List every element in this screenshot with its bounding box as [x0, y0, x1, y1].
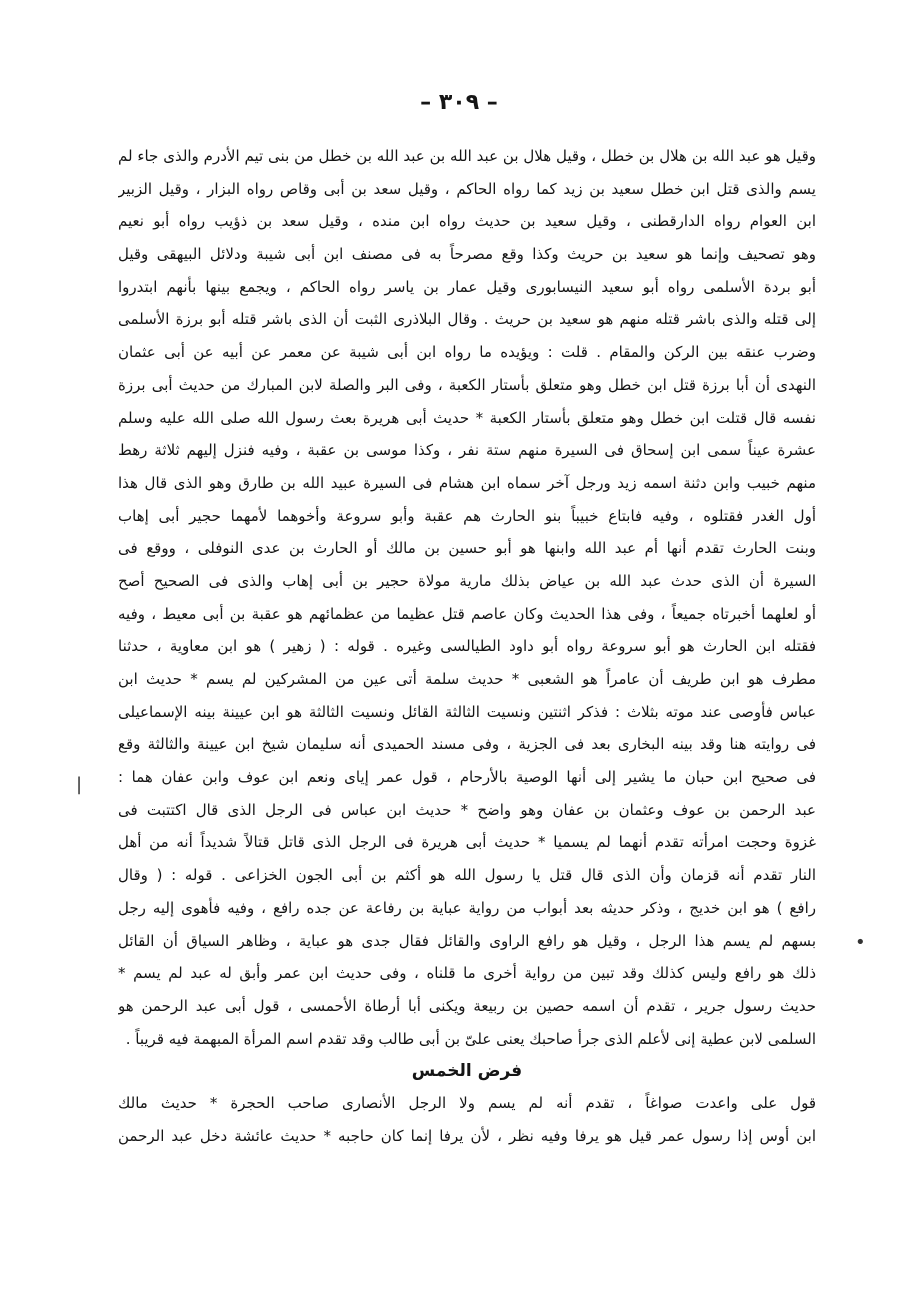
section-heading: فرض الخمس: [411, 1061, 523, 1082]
text-line: يسم والذى قتل ابن خطل سعيد بن زيد كما رواه الحاكم ، وقيل سعد بن أبى وقاص رواه البزار ، وقيل الزبير: [118, 179, 816, 198]
text-line: وقيل هو عبد الله بن هلال بن خطل ، وقيل هلال بن عبد الله بن عبد الله بن خطل من بنى تيم الأدرم والذى جاء لم: [118, 147, 816, 165]
text-line: رافع ) هو ابن خديج ، وذكر حديثه بعد أبواب من رواية عباية بن رفاعة عن جده رافع ، وفيه فأهوى إليه رجل: [118, 898, 816, 917]
margin-bar-mark: |: [76, 774, 83, 795]
body-text: [118, 140, 816, 1153]
text-line: مطرف هو ابن طريف أن عامراً هو الشعبى * حديث سلمة أتى عين من المشركين لم يسم * حديث ابن: [118, 670, 816, 688]
text-line: أبو بردة الأسلمى رواه أبو سعيد النيسابورى وقيل عمار بن ياسر رواه الحاكم ، ويجمع بينها بأنهم ابتدروا: [118, 277, 816, 296]
text-line: ابن العوام رواه الدارقطنى ، وقيل سعيد بن حديث رواه ابن منده ، وقيل سعد بن ذؤيب رواه أبو نعيم: [118, 212, 816, 231]
text-line: النهدى أن أبا برزة قتل ابن خطل وهو متعلق بأستار الكعبة ، وفى البر والصلة لابن المبارك من حديث أبى برزة: [118, 375, 816, 394]
text-line: عبد الرحمن بن عوف وعثمان بن عفان وهو واضح * حديث ابن عباس فى الرجل الذى قال اكتتبت فى: [118, 800, 816, 819]
text-line: إلى قتله والذى باشر قتله منهم هو سعيد بن حريث . وقال البلاذرى الثبت أن الذى باشر قتله أبو برزة الأسلمى: [118, 310, 816, 329]
text-line: أول الغدر فقتلوه ، وفيه فابتاع خبيباً بنو الحارث هم عقبة وأبو سروعة وأخوهما لأمهما حجير أبى إهاب: [118, 506, 816, 525]
text-line: عباس فأوصى عند موته بثلاث : فذكر اثنتين ونسيت الثالثة القائل ونسيت الثالثة هو ابن عيينة بينه الإسماعيلى: [118, 702, 816, 721]
text-line: حديث رسول جرير ، تقدم أن اسمه حصين بن ربيعة ويكنى أبا أرطاة الأحمسى ، قول أبى عبد الرحمن هو: [118, 996, 816, 1015]
text-line: وهو تصحيف وإنما هو سعيد بن حريث وكذا وقع مصرحاً به فى مصنف ابن أبى شيبة ودلائل البيهقى وقيل: [118, 245, 816, 264]
text-line: منهم خبيب وابن دثنة اسمه زيد ورجل آخر سماه ابن هشام فى السيرة عبيد الله بن طارق وهو الذى قال هذا: [118, 473, 816, 492]
text-line: ذلك هو رافع وليس كذلك وقد تبين من رواية أخرى ما قلناه ، وفى حديث ابن عمر وأبق له عبد لم يسم *: [118, 964, 816, 983]
text-line: وضرب عنقه بين الركن والمقام . قلت : ويؤيده ما رواه ابن أبى شيبة عن معمر عن أبيه عن أبى عثمان: [118, 343, 816, 362]
margin-dot-mark: •: [855, 932, 866, 953]
text-line: نفسه قال قتلت ابن خطل وهو متعلق بأستار الكعبة * حديث أبى هريرة بعث رسول الله صلى الله عليه وسلم: [118, 408, 816, 427]
text-line: وبنت الحارث تقدم أنها أم عبد الله وابنها هو أبو حسين بن مالك أو الحارث بن عدى النوفلى ، ووقع فى: [118, 539, 816, 558]
text-line: السلمى لابن عطية إنى لأعلم الذى جرأ صاحبك يعنى علىّ بن أبى طالب وقد تقدم اسم المرأة المبهمة فيه قريباً .: [125, 1029, 816, 1048]
text-line: السيرة أن الذى حدث عبد الله بن عياض بذلك مارية مولاة حجير بن أبى إهاب والذى فى الصحيح أصح: [118, 571, 816, 590]
text-line: فى روايته هنا وقد بينه البخارى بعد فى الجزية ، وفى مسند الحميدى أنه سليمان شيخ ابن عيينة والثالثة وقع: [118, 735, 816, 754]
text-line: بسهم لم يسم هذا الرجل ، وقيل هو رافع الراوى والقائل فقال جدى هو عباية ، وظاهر السياق أن القائل: [118, 931, 816, 950]
text-line: فقتله ابن الحارث هو أبو سروعة رواه أبو داود الطيالسى وغيره . قوله : ( زهير ) هو ابن معاوية ، حدثنا: [118, 637, 816, 656]
text-line: ابن أوس إذا رسول عمر قيل هو يرفا وفيه نظر ، لأن يرفا إنما كان حاجبه * حديث عائشة دخل عبد الرحمن: [118, 1126, 816, 1145]
text-line: النار تقدم أنه قزمان وأن الذى قال قتل يا رسول الله هو أكثم بن أبى الجون الخزاعى . قوله : ( وقال: [118, 866, 816, 885]
text-line: قول على واعدت صواغاً ، تقدم أنه لم يسم ولا الرجل الأنصارى صاحب الحجرة * حديث مالك: [118, 1094, 816, 1113]
text-line: فى صحيح ابن حبان ما يشير إلى أنها الوصية بالأرحام ، قول عمر إياى ونعم ابن عوف وابن عفان هما :: [118, 768, 816, 787]
text-line: عشرة عيناً سمى ابن إسحاق فى السيرة منهم ستة نفر ، وكذا موسى بن عقبة ، وفيه فنزل إليهم ثلاثة رهط: [118, 441, 816, 460]
text-line: أو لعلهما أخبرتاه جميعاً ، وفى هذا الحديث وكان عاصم قتل عظيما من عظمائهم هو عقبة بن أبى معيط ، وفيه: [118, 604, 816, 623]
text-line: غزوة وحجت امرأته تقدم أنهما لم يسميا * حديث أبى هريرة فى الرجل الذى قاتل قتالاً شديداً أنه من أهل: [118, 833, 816, 852]
page-number: – ٣٠٩ –: [420, 90, 498, 115]
